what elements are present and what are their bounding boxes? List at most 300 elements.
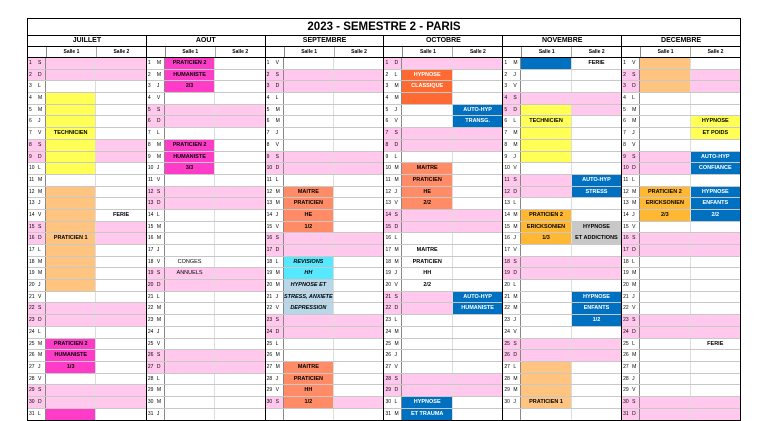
day-row (503, 81, 621, 93)
room-2-cell (334, 152, 383, 163)
day-number: 18 (266, 258, 273, 265)
day-row (622, 362, 740, 374)
day-row (622, 327, 740, 339)
day-row (266, 385, 384, 397)
room-1-cell (165, 128, 215, 139)
day-row (266, 233, 384, 245)
room-2-cell (334, 210, 383, 221)
room-2-cell (334, 245, 383, 256)
day-number: 2 (147, 71, 151, 78)
weekday-letter (275, 409, 284, 421)
day-number: 2 (266, 71, 270, 78)
weekday-letter: J (631, 292, 640, 303)
month-header: NOVEMBRE (503, 36, 622, 46)
room-1-cell (284, 409, 334, 421)
day-row (622, 374, 740, 386)
day-row (266, 187, 384, 199)
room-1-cell: HH (284, 385, 334, 396)
room-1-cell (165, 93, 215, 104)
room-2-cell: AUTO-HYP (572, 175, 621, 186)
day-number: 31 (385, 410, 392, 417)
day-number: 22 (266, 305, 273, 312)
weekday-letter: M (156, 152, 165, 163)
room-2-cell (96, 257, 145, 268)
day-number: 9 (385, 153, 389, 160)
weekday-letter: D (37, 70, 46, 81)
room-1-cell (402, 362, 452, 373)
room-1-cell (640, 81, 690, 92)
room-2-cell (334, 222, 383, 233)
room-2-cell (572, 116, 621, 127)
weekday-letter: M (156, 140, 165, 151)
day-row (28, 339, 146, 351)
weekday-letter: M (37, 268, 46, 279)
room-2-cell (334, 315, 383, 326)
day-number: 19 (504, 270, 510, 277)
room-1-cell (640, 58, 690, 69)
room-1-cell (165, 233, 215, 244)
day-row (28, 187, 146, 199)
room-2-cell (96, 70, 145, 81)
room-2-cell (572, 409, 621, 421)
room-2-cell (691, 303, 740, 314)
room-2-cell (453, 163, 502, 174)
room-2-cell (215, 233, 264, 244)
weekday-letter: J (275, 292, 284, 303)
day-number: 4 (385, 95, 389, 102)
day-column-header (384, 47, 403, 57)
day-row (266, 81, 384, 93)
room-2-header: Salle 2 (232, 49, 249, 55)
day-number: 4 (623, 95, 626, 102)
weekday-letter: S (37, 385, 46, 396)
room-2-cell (96, 409, 145, 421)
weekday-letter: L (393, 152, 402, 163)
room-1-cell (46, 268, 96, 279)
room-1-cell: REVISIONS (284, 257, 334, 268)
room-2-cell (334, 303, 383, 314)
room-2-cell (691, 385, 740, 396)
weekday-letter: D (275, 81, 284, 92)
day-number: 25 (147, 340, 154, 347)
room-1-cell (46, 58, 96, 69)
weekday-letter: V (631, 385, 640, 396)
day-number: 16 (385, 235, 392, 242)
room-2-cell (334, 327, 383, 338)
room-1-cell (46, 222, 96, 233)
day-number: 6 (147, 118, 151, 125)
day-row (28, 303, 146, 315)
day-row (266, 93, 384, 105)
room-1-cell (284, 163, 334, 174)
weekday-letter: M (631, 280, 640, 291)
room-2-cell (334, 350, 383, 361)
room-1-cell (284, 350, 334, 361)
day-column-header (503, 47, 522, 57)
weekday-letter: M (512, 128, 521, 139)
room-1-cell (640, 140, 690, 151)
room-1-cell (165, 210, 215, 221)
room-2-cell (334, 198, 383, 209)
weekday-letter: M (393, 93, 402, 104)
weekday-letter: V (631, 58, 640, 69)
day-number: 28 (504, 375, 510, 382)
room-2-cell (334, 339, 383, 350)
day-row (28, 385, 146, 397)
day-number: 11 (385, 176, 391, 183)
weekday-letter: M (631, 268, 640, 279)
day-number: 25 (29, 340, 35, 347)
day-number: 7 (504, 130, 508, 137)
room-2-cell (215, 93, 264, 104)
calendar-grid (28, 58, 740, 420)
weekday-letter: V (393, 116, 402, 127)
room-2-cell (691, 70, 740, 81)
room-2-header: Salle 2 (588, 49, 605, 55)
weekday-letter: S (631, 70, 640, 81)
day-row (622, 70, 740, 82)
day-row (622, 175, 740, 187)
day-row (503, 374, 621, 386)
weekday-letter: M (512, 385, 521, 396)
day-number: 10 (504, 165, 510, 172)
room-2-cell (572, 245, 621, 256)
room-2-cell (572, 385, 621, 396)
day-number: 10 (29, 165, 35, 172)
room-2-cell: 2/2 (691, 210, 740, 221)
room-2-cell (215, 409, 264, 421)
room-2-cell (453, 245, 502, 256)
day-row (384, 374, 502, 386)
day-row (503, 292, 621, 304)
day-number: 26 (385, 352, 392, 359)
room-2-cell (215, 397, 264, 408)
day-number: 20 (29, 282, 35, 289)
weekday-letter: M (37, 187, 46, 198)
room-1-cell (402, 58, 452, 69)
day-row (384, 198, 502, 210)
day-row (147, 397, 265, 409)
weekday-letter: M (393, 327, 402, 338)
day-row (503, 315, 621, 327)
room-2-cell: TRANSG. (453, 116, 502, 127)
weekday-letter: V (156, 175, 165, 186)
room-2-cell (572, 280, 621, 291)
day-row (28, 175, 146, 187)
day-row (147, 128, 265, 140)
day-row (28, 93, 146, 105)
day-row (622, 409, 740, 421)
room-2-cell (215, 128, 264, 139)
day-number: 8 (266, 141, 270, 148)
day-row (28, 362, 146, 374)
day-number: 5 (29, 106, 32, 113)
room-2-cell (96, 303, 145, 314)
room-2-cell (691, 257, 740, 268)
room-2-cell (96, 362, 145, 373)
room-2-cell (96, 152, 145, 163)
weekday-letter: M (37, 350, 46, 361)
weekday-letter: L (37, 327, 46, 338)
weekday-letter: V (37, 210, 46, 221)
room-1-cell (402, 303, 452, 314)
room-2-cell (96, 140, 145, 151)
day-number: 27 (29, 363, 35, 370)
weekday-letter: D (37, 397, 46, 408)
day-row (384, 58, 502, 70)
day-row (503, 187, 621, 199)
day-number: 20 (504, 282, 510, 289)
room-1-cell (521, 339, 571, 350)
day-row (622, 152, 740, 164)
month-header: OCTOBRE (384, 36, 503, 46)
room-2-cell (691, 93, 740, 104)
room-1-cell: 1/2 (284, 222, 334, 233)
day-row (503, 268, 621, 280)
weekday-letter: L (393, 397, 402, 408)
room-2-cell (453, 140, 502, 151)
day-row (147, 350, 265, 362)
room-1-cell (284, 140, 334, 151)
weekday-letter: D (37, 315, 46, 326)
weekday-letter: V (37, 374, 46, 385)
day-number: 26 (147, 352, 154, 359)
room-2-cell (334, 58, 383, 69)
day-number: 23 (147, 317, 154, 324)
day-number: 26 (29, 352, 35, 359)
weekday-letter: L (512, 280, 521, 291)
weekday-letter: V (275, 140, 284, 151)
day-row (28, 140, 146, 152)
room-1-cell: PRATICIEN 2 (46, 339, 96, 350)
weekday-letter: J (37, 280, 46, 291)
day-row (384, 233, 502, 245)
day-row (384, 175, 502, 187)
day-row (147, 303, 265, 315)
room-2-cell (334, 233, 383, 244)
weekday-letter: L (631, 175, 640, 186)
room-1-cell (46, 116, 96, 127)
weekday-letter: S (275, 397, 284, 408)
day-number: 20 (385, 282, 392, 289)
room-1-cell (165, 397, 215, 408)
day-column-header (266, 47, 285, 57)
room-2-cell (334, 292, 383, 303)
weekday-letter: S (393, 292, 402, 303)
day-number: 3 (29, 83, 32, 90)
weekday-letter: M (275, 198, 284, 209)
weekday-letter: M (156, 385, 165, 396)
day-row (622, 397, 740, 409)
day-number: 27 (147, 363, 154, 370)
day-number: 11 (266, 176, 272, 183)
room-1-cell: 3/3 (165, 163, 215, 174)
room-2-cell (572, 70, 621, 81)
room-2-cell (572, 105, 621, 116)
room-1-cell (165, 198, 215, 209)
day-row (266, 222, 384, 234)
day-row (622, 233, 740, 245)
weekday-letter: D (275, 245, 284, 256)
room-2-cell (96, 385, 145, 396)
day-number: 24 (504, 328, 510, 335)
month-column (503, 58, 622, 420)
room-2-cell (572, 210, 621, 221)
weekday-letter: M (393, 339, 402, 350)
room-1-cell: 2/2 (402, 198, 452, 209)
day-row (622, 339, 740, 351)
day-row (384, 116, 502, 128)
day-row (384, 397, 502, 409)
room-2-cell: FERIE (588, 60, 605, 66)
month-header: DECEMBRE (661, 37, 702, 44)
weekday-letter: S (631, 397, 640, 408)
room-2-cell (334, 397, 383, 408)
day-row (28, 58, 146, 70)
day-row (384, 187, 502, 199)
weekday-letter: S (631, 152, 640, 163)
weekday-letter: D (393, 303, 402, 314)
day-number: 25 (504, 340, 510, 347)
day-row (384, 280, 502, 292)
weekday-letter: D (393, 385, 402, 396)
room-1-cell (640, 105, 690, 116)
day-row (266, 409, 384, 421)
day-row (503, 222, 621, 234)
room-1-cell: TECHNICIEN (46, 128, 96, 139)
day-column-header (147, 47, 166, 57)
day-number: 9 (29, 153, 32, 160)
room-1-cell: PRATICIEN 2 (640, 187, 690, 198)
day-row (266, 315, 384, 327)
day-number: 3 (623, 83, 626, 90)
room-2-cell (215, 350, 264, 361)
day-number: 28 (266, 375, 273, 382)
day-number: 20 (147, 282, 154, 289)
day-row (28, 128, 146, 140)
day-row (384, 350, 502, 362)
room-2-cell (572, 327, 621, 338)
day-row (28, 233, 146, 245)
room-2-cell: ET POIDS (691, 128, 740, 139)
day-row (147, 327, 265, 339)
room-1-cell (640, 70, 690, 81)
day-number: 29 (504, 387, 510, 394)
room-1-cell: PRATICIEN (402, 257, 452, 268)
room-1-cell (284, 327, 334, 338)
room-2-cell (453, 93, 502, 104)
day-number: 10 (385, 165, 392, 172)
day-row (266, 292, 384, 304)
weekday-letter: D (275, 163, 284, 174)
weekday-letter: J (393, 105, 402, 116)
day-number: 22 (504, 305, 510, 312)
weekday-letter: V (37, 128, 46, 139)
day-row (28, 116, 146, 128)
month-header: SEPTEMBRE (266, 36, 385, 46)
weekday-letter: D (631, 81, 640, 92)
day-number: 15 (504, 223, 510, 230)
room-2-cell (334, 163, 383, 174)
room-1-cell (284, 93, 334, 104)
weekday-letter: M (37, 93, 46, 104)
room-1-cell (521, 163, 571, 174)
room-2-cell (691, 81, 740, 92)
day-number: 8 (29, 141, 32, 148)
day-row (28, 327, 146, 339)
room-1-cell (402, 292, 452, 303)
room-1-cell (46, 81, 96, 92)
room-1-cell (640, 303, 690, 314)
day-number: 9 (147, 153, 151, 160)
day-number: 23 (623, 317, 629, 324)
day-row (622, 163, 740, 175)
weekday-letter: M (512, 58, 521, 69)
room-2-cell (96, 93, 145, 104)
day-row (147, 280, 265, 292)
room-1-cell (521, 175, 571, 186)
weekday-letter: M (512, 374, 521, 385)
room-2-cell (691, 350, 740, 361)
weekday-letter: V (393, 280, 402, 291)
day-number: 29 (385, 387, 392, 394)
day-number: 8 (504, 141, 508, 148)
weekday-letter: D (156, 362, 165, 373)
room-1-cell (165, 105, 215, 116)
room-2-cell (572, 81, 621, 92)
weekday-letter: M (37, 175, 46, 186)
weekday-letter: S (631, 233, 640, 244)
room-1-cell (46, 292, 96, 303)
room-2-cell (691, 374, 740, 385)
weekday-letter: D (631, 409, 640, 421)
day-row (147, 210, 265, 222)
room-1-cell (402, 128, 452, 139)
day-row (384, 339, 502, 351)
weekday-letter: J (156, 81, 165, 92)
room-2-cell (215, 268, 264, 279)
room-2-cell: AUTO-HYP (691, 152, 740, 163)
room-2-cell: HYPNOSE (691, 187, 740, 198)
day-row (28, 105, 146, 117)
weekday-letter: M (512, 210, 521, 221)
room-1-cell: PRATICIEN 2 (165, 58, 215, 69)
room-1-cell (640, 116, 690, 127)
room-header-row (28, 47, 740, 58)
weekday-letter: D (512, 350, 521, 361)
room-2-cell (96, 327, 145, 338)
day-row (266, 116, 384, 128)
room-1-cell: 1/3 (46, 362, 96, 373)
room-1-cell (402, 327, 452, 338)
day-number: 26 (504, 352, 510, 359)
day-number: 23 (266, 317, 273, 324)
day-row (266, 374, 384, 386)
day-row (384, 303, 502, 315)
room-1-cell: PRATICIEN 1 (521, 397, 571, 408)
day-number: 30 (385, 398, 392, 405)
day-number: 1 (266, 60, 270, 66)
room-1-cell: 2/3 (165, 81, 215, 92)
room-1-cell (46, 257, 96, 268)
room-1-cell (640, 362, 690, 373)
weekday-letter: L (275, 93, 284, 104)
room-1-cell (165, 362, 215, 373)
day-number: 6 (385, 118, 389, 125)
weekday-letter: D (631, 327, 640, 338)
day-row (28, 315, 146, 327)
room-1-header: Salle 1 (285, 47, 335, 57)
